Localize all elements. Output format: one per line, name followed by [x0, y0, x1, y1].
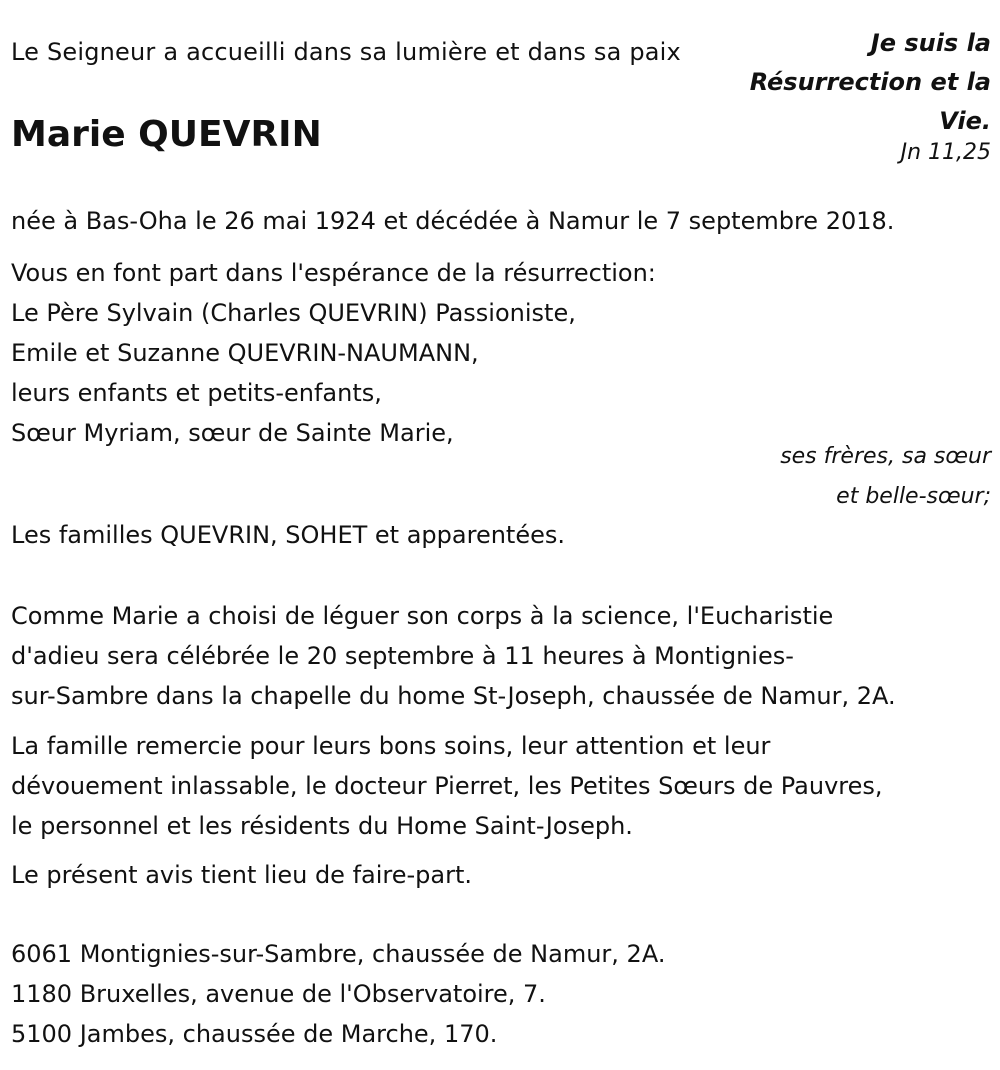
announcers-block [11, 253, 991, 453]
ceremony-paragraph [11, 596, 991, 716]
relation-note [780, 437, 991, 517]
announcer-line: Sœur Myriam, sœur de Sainte Marie, [11, 419, 454, 447]
address-line: 1180 Bruxelles, avenue de l'Observatoire, 7. [11, 980, 546, 1008]
address-line: 5100 Jambes, chaussée de Marche, 170. [11, 1020, 498, 1048]
ceremony-line: Comme Marie a choisi de léguer son corps à la science, l'Eucharistie [11, 602, 834, 630]
notice-line [11, 855, 991, 895]
bible-quote: Je suis la Résurrection et la Vie. [749, 29, 991, 135]
ceremony-line: sur-Sambre dans la chapelle du home St-Joseph, chaussée de Namur, 2A. [11, 682, 896, 710]
families-text: Les familles QUEVRIN, SOHET et apparentées. [11, 521, 565, 549]
announcer-line: leurs enfants et petits-enfants, [11, 379, 382, 407]
announcer-line: Le Père Sylvain (Charles QUEVRIN) Passioniste, [11, 299, 576, 327]
addresses-block [11, 934, 991, 1054]
thanks-paragraph [11, 726, 991, 846]
birth-death-text: née à Bas-Oha le 26 mai 1924 et décédée à Namur le 7 septembre 2018. [11, 207, 895, 235]
ceremony-line: d'adieu sera célébrée le 20 septembre à 11 heures à Montignies- [11, 642, 794, 670]
announcers-intro: Vous en font part dans l'espérance de la résurrection: [11, 259, 656, 287]
deceased-name: Marie QUEVRIN [11, 114, 322, 155]
thanks-line: La famille remercie pour leurs bons soins, leur attention et leur [11, 732, 771, 760]
birth-death-line [11, 201, 991, 241]
relation-line: ses frères, sa sœur [780, 444, 991, 469]
intro-line: Le Seigneur a accueilli dans sa lumière et dans sa paix [11, 38, 681, 66]
thanks-line: le personnel et les résidents du Home Saint-Joseph. [11, 812, 633, 840]
bible-quote-reference: Jn 11,25 [900, 140, 991, 165]
announcer-line: Emile et Suzanne QUEVRIN-NAUMANN, [11, 339, 479, 367]
notice-text: Le présent avis tient lieu de faire-part. [11, 861, 473, 889]
address-line: 6061 Montignies-sur-Sambre, chaussée de Namur, 2A. [11, 940, 666, 968]
thanks-line: dévouement inlassable, le docteur Pierret, les Petites Sœurs de Pauvres, [11, 772, 883, 800]
relation-line: et belle-sœur; [836, 484, 991, 509]
families-line [11, 515, 991, 555]
